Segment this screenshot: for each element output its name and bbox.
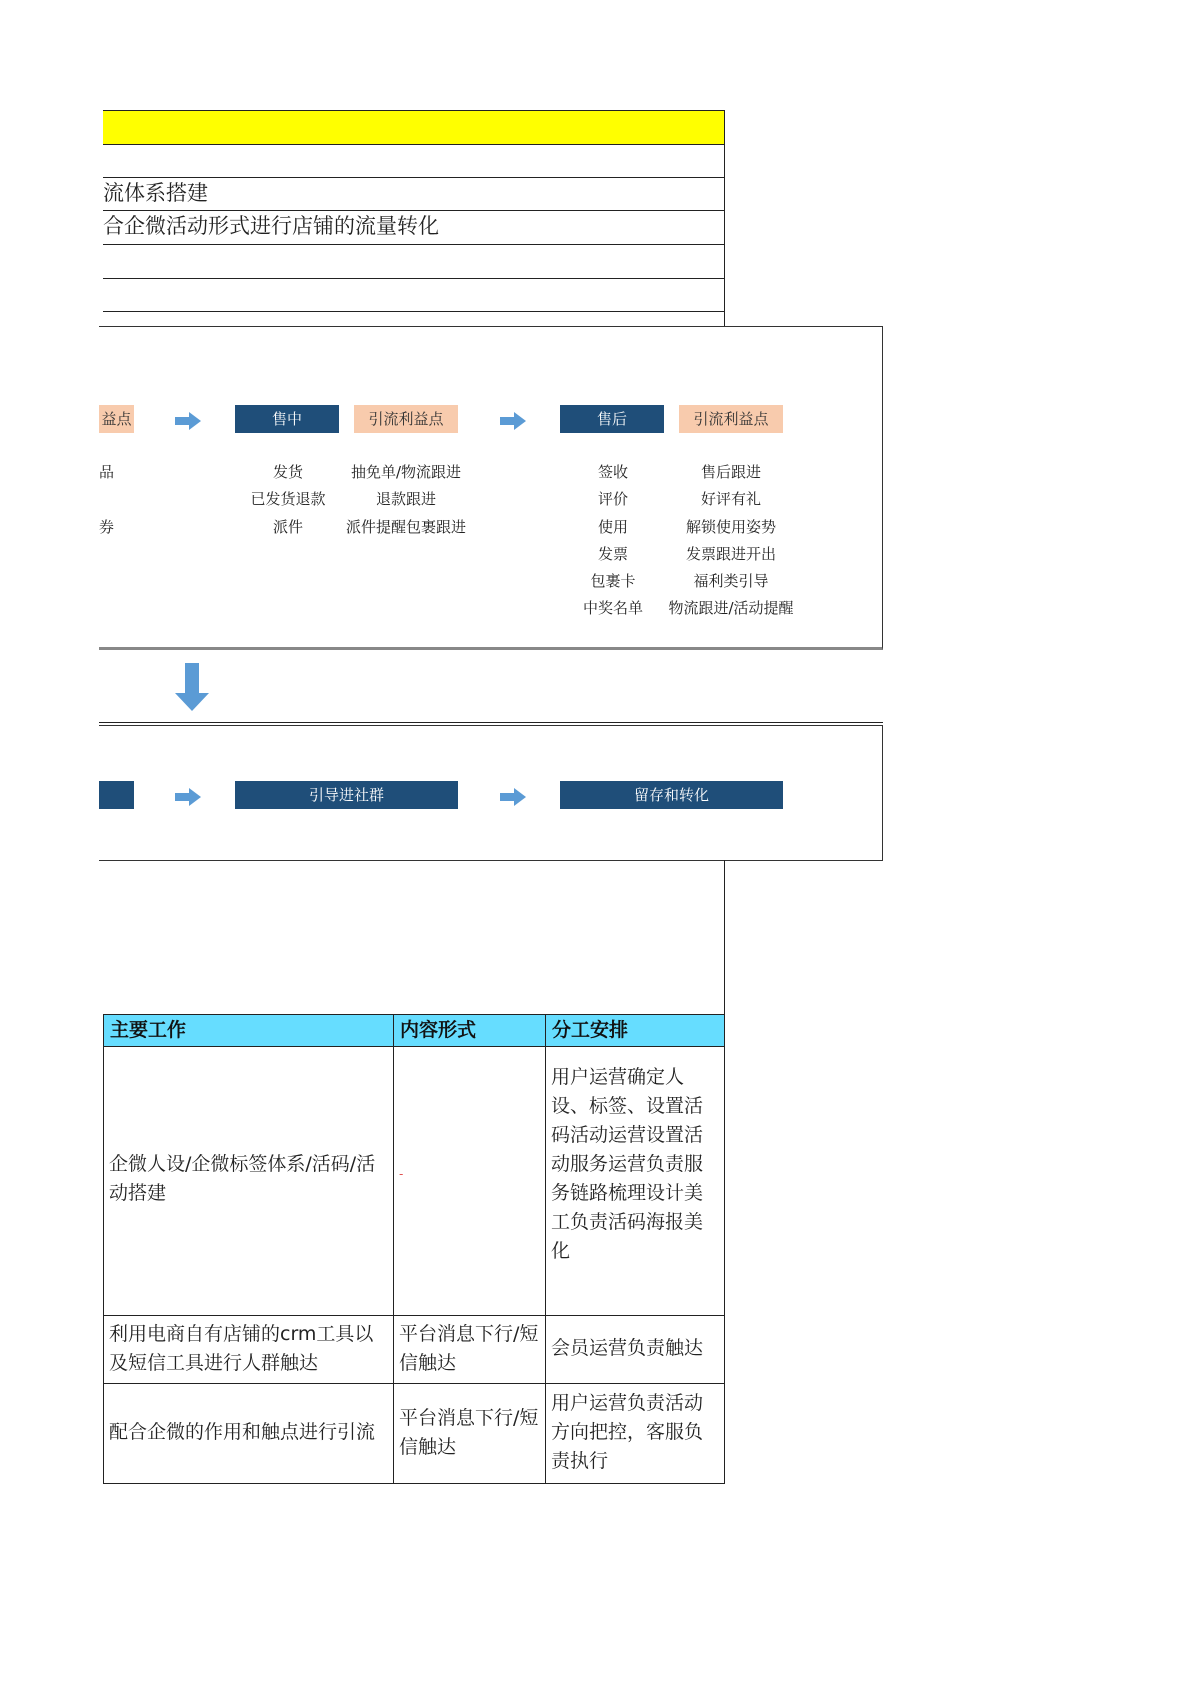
grid-line bbox=[103, 144, 725, 145]
right-arrow-icon bbox=[175, 788, 201, 806]
partial-item-1: 品 bbox=[99, 463, 115, 481]
down-arrow-icon bbox=[175, 663, 209, 711]
table-cell-work: 企微人设/企微标签体系/活码/活动搭建 bbox=[109, 1153, 376, 1204]
step-join-community: 引导进社群 bbox=[235, 781, 458, 809]
after-sale-item: 包裹卡 bbox=[590, 572, 636, 590]
partial-item-2: 券 bbox=[99, 518, 115, 536]
table-header-assign: 分工安排 bbox=[552, 1019, 629, 1041]
grid-line bbox=[103, 278, 725, 279]
table-cell-assign: 会员运营负责触达 bbox=[551, 1337, 704, 1359]
in-sale-followup: 派件提醒包裹跟进 bbox=[345, 518, 467, 536]
after-sale-item: 签收 bbox=[597, 463, 629, 481]
grid-line bbox=[103, 1315, 725, 1316]
header-row-1-text: 流体系搭建 bbox=[103, 181, 208, 205]
in-sale-followup: 抽免单/物流跟进 bbox=[350, 463, 462, 481]
after-sale-followup: 好评有礼 bbox=[700, 490, 762, 508]
grid-line bbox=[99, 722, 883, 723]
in-sale-item: 已发货退款 bbox=[250, 490, 326, 508]
stage-after-sale: 售后 bbox=[560, 405, 664, 433]
table-cell-form: - bbox=[399, 1167, 404, 1181]
step-retention-conversion: 留存和转化 bbox=[560, 781, 783, 809]
in-sale-followup: 退款跟进 bbox=[375, 490, 437, 508]
grid-line bbox=[724, 110, 725, 327]
after-sale-followup: 解锁使用姿势 bbox=[685, 518, 777, 536]
after-sale-item: 评价 bbox=[597, 490, 629, 508]
grid-line bbox=[724, 860, 725, 1015]
header-row-2-text: 合企微活动形式进行店铺的流量转化 bbox=[103, 214, 439, 238]
in-sale-item: 发货 bbox=[272, 463, 304, 481]
grid-line bbox=[103, 210, 725, 211]
after-sale-item: 中奖名单 bbox=[582, 599, 644, 617]
benefit-label-after-sale: 引流利益点 bbox=[679, 405, 783, 433]
grid-line bbox=[103, 1483, 725, 1484]
stage-in-sale: 售中 bbox=[235, 405, 339, 433]
table-cell-assign: 用户运营确定人设、标签、设置活码活动运营设置活动服务运营负责服务链路梳理设计美工负责活码海报美化 bbox=[551, 1066, 704, 1262]
benefit-label-in-sale: 引流利益点 bbox=[354, 405, 458, 433]
header-highlight-row bbox=[103, 110, 724, 144]
stage-partial-block bbox=[99, 781, 134, 809]
grid-line bbox=[103, 1383, 725, 1384]
table-cell-work: 利用电商自有店铺的crm工具以及短信工具进行人群触达 bbox=[109, 1323, 374, 1374]
table-cell-form: 平台消息下行/短信触达 bbox=[399, 1407, 539, 1458]
table-header-work: 主要工作 bbox=[110, 1019, 187, 1041]
after-sale-item: 发票 bbox=[597, 545, 629, 563]
table-cell-assign: 用户运营负责活动方向把控，客服负责执行 bbox=[551, 1392, 704, 1472]
grid-line bbox=[103, 1046, 725, 1047]
grid-line bbox=[103, 110, 725, 111]
grid-line bbox=[103, 244, 725, 245]
table-cell-work: 配合企微的作用和触点进行引流 bbox=[109, 1421, 376, 1443]
table-cell-form: 平台消息下行/短信触达 bbox=[399, 1323, 539, 1374]
right-arrow-icon bbox=[500, 412, 526, 430]
after-sale-followup: 售后跟进 bbox=[700, 463, 762, 481]
grid-line bbox=[724, 1014, 725, 1484]
in-sale-item: 派件 bbox=[272, 518, 304, 536]
after-sale-followup: 物流跟进/活动提醒 bbox=[668, 599, 794, 617]
table-header-form: 内容形式 bbox=[400, 1019, 477, 1041]
right-arrow-icon bbox=[500, 788, 526, 806]
after-sale-item: 使用 bbox=[597, 518, 629, 536]
partial-benefit-label: 益点 bbox=[99, 405, 134, 433]
grid-line bbox=[103, 177, 725, 178]
grid-line bbox=[103, 1014, 104, 1484]
grid-line bbox=[103, 311, 725, 312]
after-sale-followup: 福利类引导 bbox=[693, 572, 769, 590]
after-sale-followup: 发票跟进开出 bbox=[685, 545, 777, 563]
right-arrow-icon bbox=[175, 412, 201, 430]
